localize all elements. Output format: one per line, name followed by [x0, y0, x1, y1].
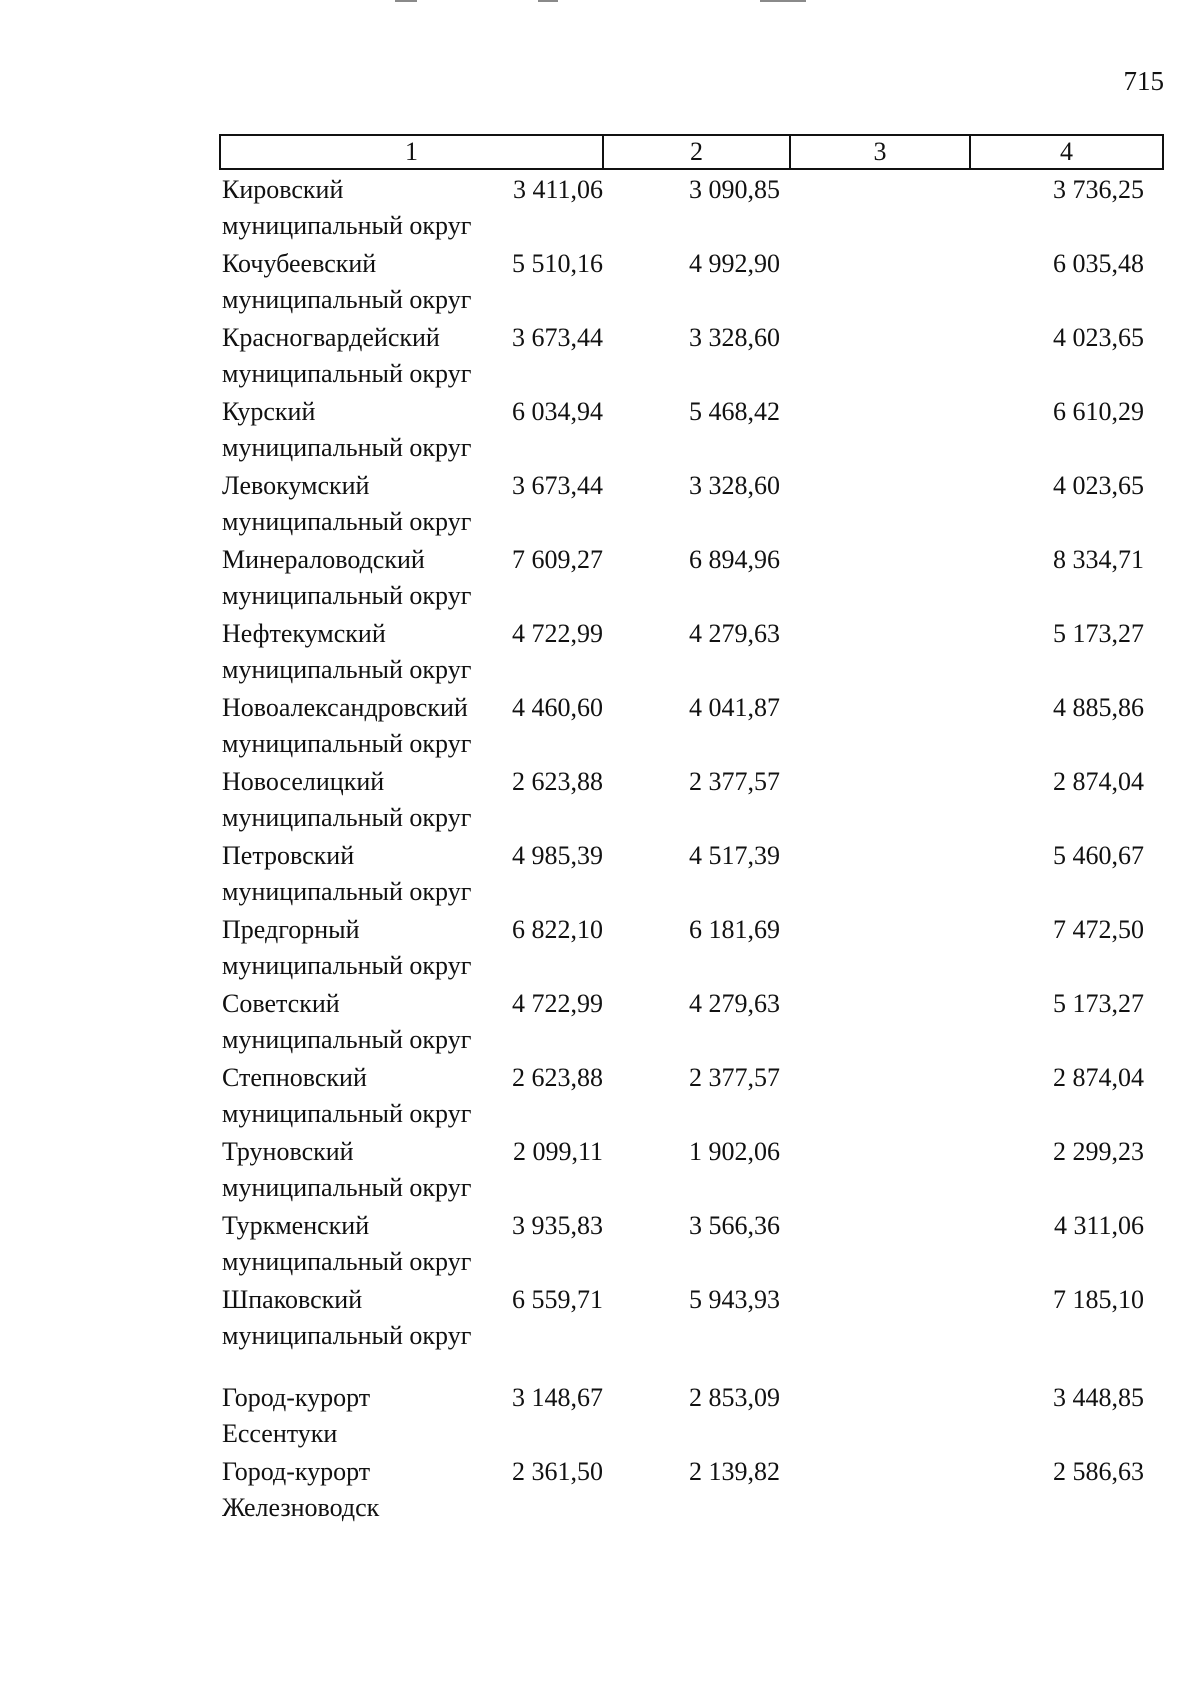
- table-row: [219, 690, 1164, 764]
- table-row: [219, 320, 1164, 394]
- district-name-line1: Труновский: [222, 1137, 354, 1166]
- district-name-line2: муниципальный округ: [222, 581, 472, 610]
- header-cell-3: 3: [789, 136, 969, 168]
- value-col-4: 6 035,48: [1053, 249, 1144, 278]
- value-col-2: 2 099,11: [512, 1137, 603, 1166]
- value-col-4: 2 874,04: [1053, 767, 1144, 796]
- value-col-4: 2 874,04: [1053, 1063, 1144, 1092]
- value-col-2: 7 609,27: [512, 545, 603, 574]
- value-col-4: 7 185,10: [1053, 1285, 1144, 1314]
- value-col-2: 3 935,83: [512, 1211, 603, 1240]
- table-row: [219, 912, 1164, 986]
- district-name-line2: муниципальный округ: [222, 1099, 472, 1128]
- district-name-line2: муниципальный округ: [222, 433, 472, 462]
- value-col-2: 4 722,99: [512, 989, 603, 1018]
- value-col-4: 4 311,06: [1053, 1211, 1144, 1240]
- district-name-line2: муниципальный округ: [222, 655, 472, 684]
- district-name-line2: муниципальный округ: [222, 729, 472, 758]
- value-col-4: 7 472,50: [1053, 915, 1144, 944]
- table-row: [219, 764, 1164, 838]
- value-col-2: 3 673,44: [512, 471, 603, 500]
- table-body: [219, 172, 1164, 1528]
- value-col-4: 5 173,27: [1053, 989, 1144, 1018]
- table-row: [219, 1208, 1164, 1282]
- value-col-4: 4 023,65: [1053, 471, 1144, 500]
- city-name-line2: Железноводск: [222, 1493, 380, 1522]
- district-name-line1: Новоалександровский: [222, 693, 468, 722]
- table-row: [219, 616, 1164, 690]
- city-name-line2: Ессентуки: [222, 1419, 338, 1448]
- value-col-2: 4 985,39: [512, 841, 603, 870]
- page-number: 715: [1123, 66, 1164, 96]
- table-row: [219, 468, 1164, 542]
- district-name-line2: муниципальный округ: [222, 1025, 472, 1054]
- table-row: [219, 542, 1164, 616]
- value-col-3: 4 992,90: [689, 249, 780, 278]
- value-col-2: 4 722,99: [512, 619, 603, 648]
- table-row: [219, 986, 1164, 1060]
- value-col-3: 3 328,60: [689, 323, 780, 352]
- district-name-line2: муниципальный округ: [222, 1321, 472, 1350]
- district-name-line1: Туркменский: [222, 1211, 370, 1240]
- value-col-4: 5 460,67: [1053, 841, 1144, 870]
- scan-artifact: [538, 0, 558, 2]
- value-col-3: 1 902,06: [689, 1137, 780, 1166]
- district-name-line1: Минераловодский: [222, 545, 425, 574]
- district-name-line2: муниципальный округ: [222, 951, 472, 980]
- table-row: [219, 246, 1164, 320]
- district-name-line1: Новоселицкий: [222, 767, 385, 796]
- value-col-2: 3 673,44: [512, 323, 603, 352]
- district-name-line2: муниципальный округ: [222, 803, 472, 832]
- value-col-3: 2 377,57: [689, 767, 780, 796]
- value-col-3: 3 566,36: [689, 1211, 780, 1240]
- value-col-2: 6 559,71: [512, 1285, 603, 1314]
- district-name-line2: муниципальный округ: [222, 877, 472, 906]
- value-col-4: 5 173,27: [1053, 619, 1144, 648]
- district-name-line1: Левокумский: [222, 471, 370, 500]
- value-col-2: 4 460,60: [512, 693, 603, 722]
- value-col-3: 2 139,82: [689, 1457, 780, 1486]
- city-name-line1: Город-курорт: [222, 1383, 371, 1412]
- value-col-4: 3 448,85: [1053, 1383, 1144, 1412]
- district-name-line2: муниципальный округ: [222, 1247, 472, 1276]
- table-row: [219, 1060, 1164, 1134]
- table-row: [219, 1454, 1164, 1528]
- table-row: [219, 1380, 1164, 1454]
- value-col-3: 5 468,42: [689, 397, 780, 426]
- value-col-3: 4 279,63: [689, 989, 780, 1018]
- value-col-4: 2 299,23: [1053, 1137, 1144, 1166]
- value-col-3: 2 853,09: [689, 1383, 780, 1412]
- value-col-2: 5 510,16: [512, 249, 603, 278]
- district-name-line1: Шпаковский: [222, 1285, 363, 1314]
- value-col-3: 2 377,57: [689, 1063, 780, 1092]
- value-col-3: 3 328,60: [689, 471, 780, 500]
- district-name-line1: Советский: [222, 989, 340, 1018]
- value-col-3: 6 894,96: [689, 545, 780, 574]
- table-row: [219, 1282, 1164, 1356]
- value-col-2: 3 411,06: [512, 175, 603, 204]
- table-row: [219, 172, 1164, 246]
- value-col-3: 4 041,87: [689, 693, 780, 722]
- district-name-line2: муниципальный округ: [222, 359, 472, 388]
- city-name-line1: Город-курорт: [222, 1457, 371, 1486]
- table-row: [219, 838, 1164, 912]
- district-name-line2: муниципальный округ: [222, 507, 472, 536]
- value-col-3: 4 279,63: [689, 619, 780, 648]
- value-col-3: 3 090,85: [689, 175, 780, 204]
- header-cell-2: 2: [602, 136, 789, 168]
- district-name-line1: Степновский: [222, 1063, 367, 1092]
- value-col-2: 6 034,94: [512, 397, 603, 426]
- value-col-4: 3 736,25: [1053, 175, 1144, 204]
- value-col-3: 4 517,39: [689, 841, 780, 870]
- value-col-2: 2 623,88: [512, 1063, 603, 1092]
- table-row: [219, 1134, 1164, 1208]
- district-name-line2: муниципальный округ: [222, 1173, 472, 1202]
- table-header: [219, 134, 1164, 170]
- value-col-4: 4 885,86: [1053, 693, 1144, 722]
- district-name-line1: Предгорный: [222, 915, 360, 944]
- value-col-4: 8 334,71: [1053, 545, 1144, 574]
- value-col-4: 2 586,63: [1053, 1457, 1144, 1486]
- value-col-4: 4 023,65: [1053, 323, 1144, 352]
- district-name-line1: Курский: [222, 397, 316, 426]
- value-col-2: 2 361,50: [512, 1457, 603, 1486]
- district-name-line1: Красногвардейский: [222, 323, 440, 352]
- district-name-line2: муниципальный округ: [222, 285, 472, 314]
- value-col-3: 6 181,69: [689, 915, 780, 944]
- value-col-4: 6 610,29: [1053, 397, 1144, 426]
- value-col-3: 5 943,93: [689, 1285, 780, 1314]
- table-row: [219, 394, 1164, 468]
- district-name-line1: Кочубеевский: [222, 249, 377, 278]
- header-cell-1: 1: [405, 137, 418, 166]
- value-col-2: 3 148,67: [512, 1383, 603, 1412]
- scan-artifact: [760, 0, 806, 2]
- district-name-line1: Кировский: [222, 175, 344, 204]
- value-col-2: 6 822,10: [512, 915, 603, 944]
- district-name-line1: Нефтекумский: [222, 619, 386, 648]
- district-name-line1: Петровский: [222, 841, 355, 870]
- district-name-line2: муниципальный округ: [222, 211, 472, 240]
- header-cell-4: 4: [969, 136, 1162, 168]
- value-col-2: 2 623,88: [512, 767, 603, 796]
- scan-artifact: [395, 0, 417, 2]
